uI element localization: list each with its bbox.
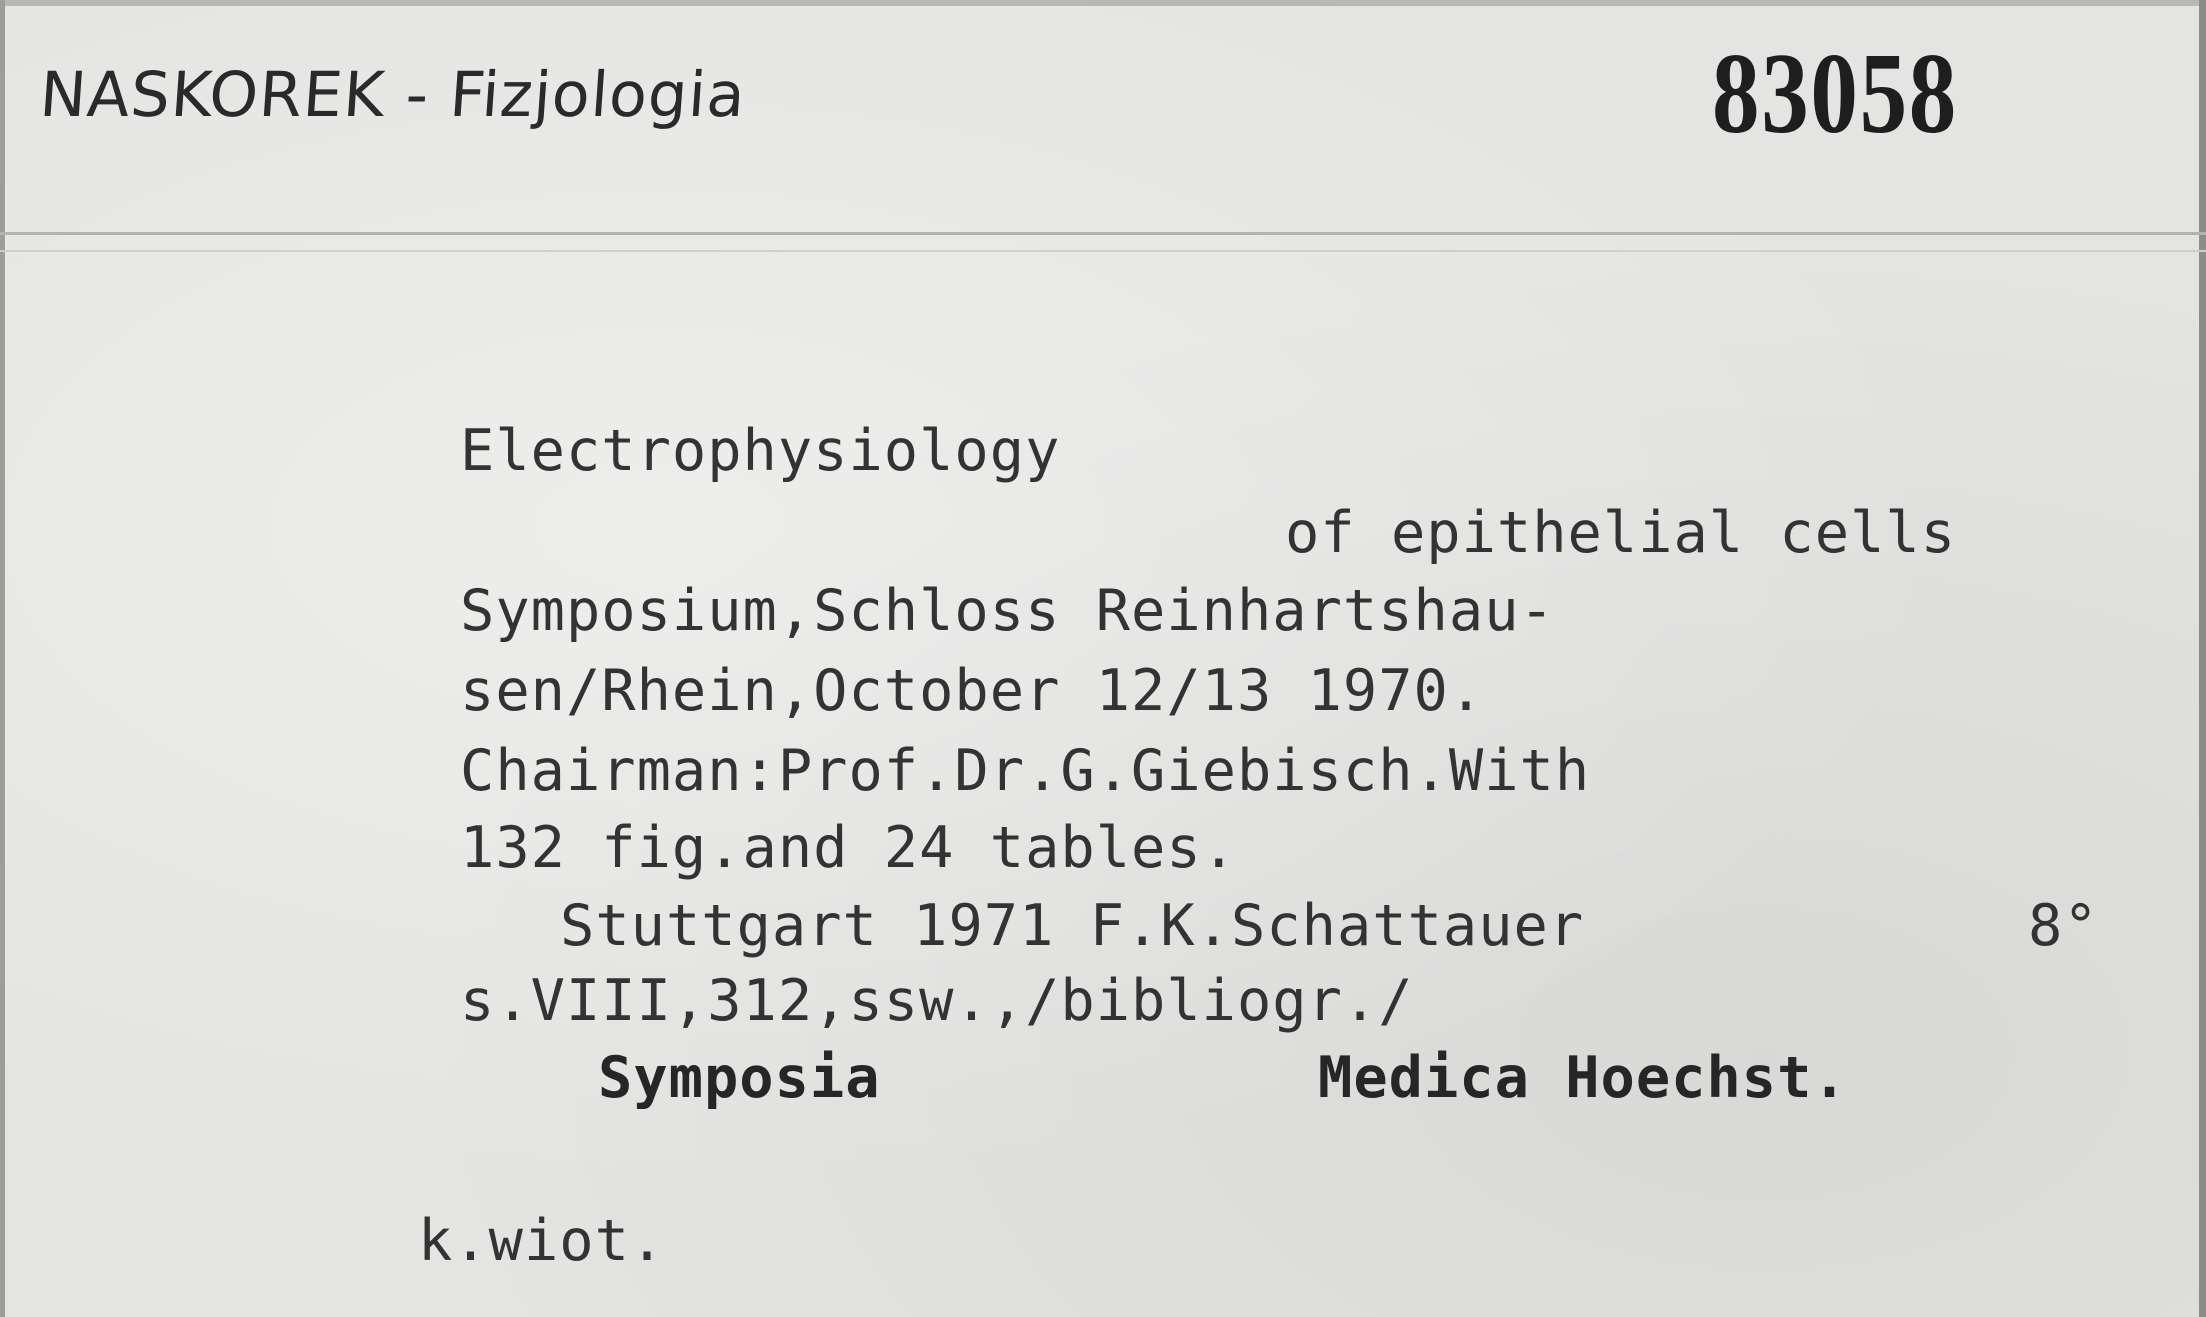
symposium-line: Symposium,Schloss Reinhartshau- [460, 578, 1555, 644]
header-rule [0, 232, 2206, 235]
place-date-line: sen/Rhein,October 12/13 1970. [460, 658, 1485, 724]
header-rule-faint [0, 250, 2206, 252]
figures-line: 132 fig.and 24 tables. [460, 815, 1237, 881]
series-left: Symposia [598, 1045, 881, 1111]
card-top-edge [0, 0, 2206, 6]
chairman-line: Chairman:Prof.Dr.G.Giebisch.With [460, 738, 1591, 804]
series-right: Medica Hoechst. [1318, 1045, 1848, 1111]
location-note: k.wiot. [418, 1208, 666, 1274]
handwritten-heading: NASKOREK - Fizjologia [37, 58, 749, 131]
pagination-line: s.VIII,312,ssw.,/bibliogr./ [460, 968, 1414, 1034]
title-continuation-line: of epithelial cells [1285, 500, 1957, 566]
title-main-line: Electrophysiology [460, 418, 1061, 484]
imprint-line: Stuttgart 1971 F.K.Schattauer [560, 893, 1585, 959]
format-mark: 8° [2028, 893, 2099, 959]
card-left-edge [0, 0, 5, 1317]
catalog-number: 83058 [1712, 30, 1958, 158]
card-right-edge [2199, 0, 2206, 1317]
